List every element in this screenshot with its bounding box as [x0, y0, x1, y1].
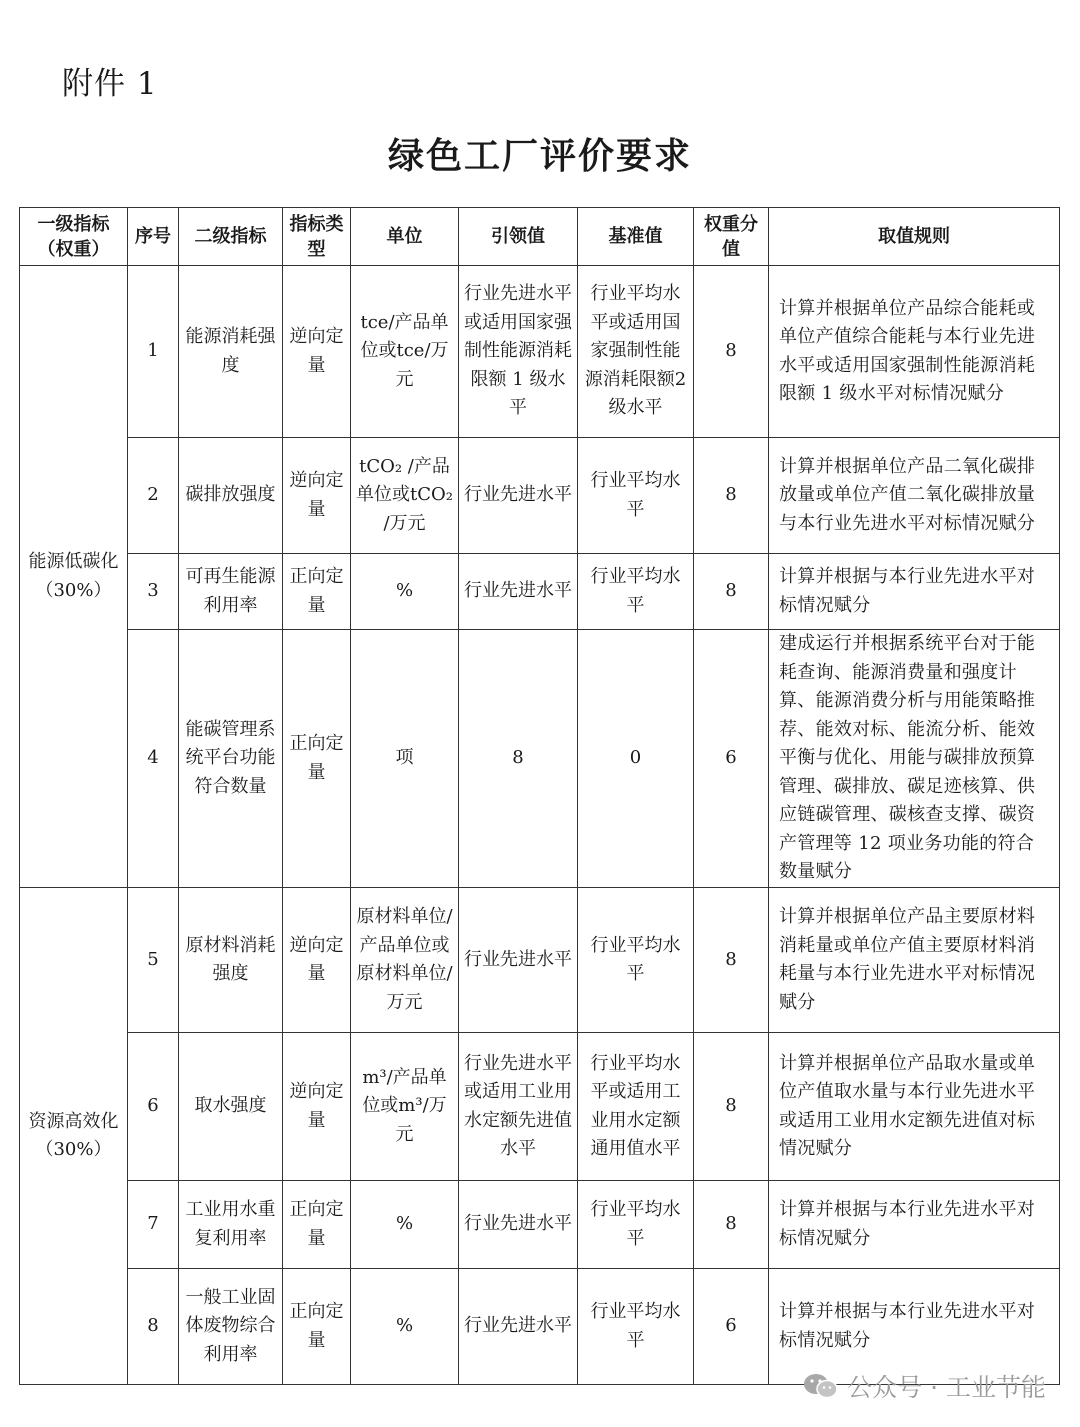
unit-cell: % [351, 554, 459, 630]
seq-cell: 7 [128, 1181, 179, 1269]
seq-cell: 2 [128, 438, 179, 554]
seq-cell: 1 [128, 266, 179, 438]
header-type: 指标类型 [283, 208, 351, 266]
header-lead: 引领值 [459, 208, 578, 266]
header-unit: 单位 [351, 208, 459, 266]
weight-cell: 8 [694, 1181, 769, 1269]
type-cell: 逆向定量 [283, 266, 351, 438]
watermark [803, 1368, 1046, 1404]
table-row [20, 1181, 1060, 1269]
rule-cell: 计算并根据与本行业先进水平对标情况赋分 [769, 1181, 1060, 1269]
lead-cell: 行业先进水平或适用国家强制性能源消耗限额 1 级水平 [459, 266, 578, 438]
base-cell: 行业平均水平 [578, 554, 694, 630]
indicator-cell: 原材料消耗强度 [179, 888, 283, 1033]
evaluation-table [19, 207, 1060, 1385]
table-row [20, 554, 1060, 630]
table-row [20, 1033, 1060, 1181]
table-row [20, 630, 1060, 888]
unit-cell: tCO₂ /产品单位或tCO₂ /万元 [351, 438, 459, 554]
group-cell: 能源低碳化（30%） [20, 266, 128, 888]
group-cell: 资源高效化（30%） [20, 888, 128, 1385]
base-cell: 行业平均水平 [578, 888, 694, 1033]
type-cell: 逆向定量 [283, 438, 351, 554]
base-cell: 行业平均水平 [578, 438, 694, 554]
table-header-row [20, 208, 1060, 266]
base-cell: 0 [578, 630, 694, 888]
lead-cell: 行业先进水平 [459, 554, 578, 630]
type-cell: 正向定量 [283, 554, 351, 630]
lead-cell: 行业先进水平 [459, 438, 578, 554]
indicator-cell: 工业用水重复利用率 [179, 1181, 283, 1269]
weight-cell: 6 [694, 1269, 769, 1385]
header-seq: 序号 [128, 208, 179, 266]
weight-cell: 8 [694, 266, 769, 438]
type-cell: 逆向定量 [283, 888, 351, 1033]
unit-cell: % [351, 1181, 459, 1269]
header-weight: 权重分值 [694, 208, 769, 266]
header-level1: 一级指标（权重） [20, 208, 128, 266]
seq-cell: 4 [128, 630, 179, 888]
indicator-cell: 能碳管理系统平台功能符合数量 [179, 630, 283, 888]
indicator-cell: 可再生能源利用率 [179, 554, 283, 630]
unit-cell: tce/产品单位或tce/万元 [351, 266, 459, 438]
indicator-cell: 一般工业固体废物综合利用率 [179, 1269, 283, 1385]
table-row [20, 888, 1060, 1033]
seq-cell: 8 [128, 1269, 179, 1385]
lead-cell: 行业先进水平或适用工业用水定额先进值水平 [459, 1033, 578, 1181]
wechat-icon [803, 1372, 839, 1400]
base-cell: 行业平均水平或适用国家强制性能源消耗限额2级水平 [578, 266, 694, 438]
type-cell: 正向定量 [283, 1181, 351, 1269]
table-row [20, 438, 1060, 554]
header-base: 基准值 [578, 208, 694, 266]
unit-cell: m³/产品单位或m³/万元 [351, 1033, 459, 1181]
type-cell: 正向定量 [283, 630, 351, 888]
rule-cell: 计算并根据单位产品取水量或单位产值取水量与本行业先进水平或适用工业用水定额先进值对标情况赋分 [769, 1033, 1060, 1181]
weight-cell: 8 [694, 554, 769, 630]
weight-cell: 8 [694, 888, 769, 1033]
indicator-cell: 取水强度 [179, 1033, 283, 1181]
rule-cell: 计算并根据单位产品二氧化碳排放量或单位产值二氧化碳排放量与本行业先进水平对标情况赋分 [769, 438, 1060, 554]
header-level2: 二级指标 [179, 208, 283, 266]
watermark-text: 公众号 · 工业节能 [847, 1373, 1046, 1402]
weight-cell: 8 [694, 438, 769, 554]
unit-cell: 项 [351, 630, 459, 888]
seq-cell: 3 [128, 554, 179, 630]
unit-cell: % [351, 1269, 459, 1385]
indicator-cell: 能源消耗强度 [179, 266, 283, 438]
attachment-label: 附件 1 [62, 66, 158, 102]
rule-cell: 计算并根据单位产品综合能耗或单位产值综合能耗与本行业先进水平或适用国家强制性能源消耗限额 1 级水平对标情况赋分 [769, 266, 1060, 438]
table-row [20, 266, 1060, 438]
rule-cell: 计算并根据与本行业先进水平对标情况赋分 [769, 1269, 1060, 1385]
lead-cell: 行业先进水平 [459, 1269, 578, 1385]
type-cell: 逆向定量 [283, 1033, 351, 1181]
page-title: 绿色工厂评价要求 [387, 136, 692, 177]
unit-cell: 原材料单位/产品单位或原材料单位/万元 [351, 888, 459, 1033]
rule-cell: 计算并根据单位产品主要原材料消耗量或单位产值主要原材料消耗量与本行业先进水平对标情况赋分 [769, 888, 1060, 1033]
weight-cell: 8 [694, 1033, 769, 1181]
lead-cell: 行业先进水平 [459, 888, 578, 1033]
rule-cell: 建成运行并根据系统平台对于能耗查询、能源消费量和强度计算、能源消费分析与用能策略推荐、能效对标、能流分析、能效平衡与优化、用能与碳排放预算管理、碳排放、碳足迹核算、供应链碳管理、碳核查支撑、碳资产管理等 12 项业务功能的符合数量赋分 [769, 630, 1060, 888]
header-rule: 取值规则 [769, 208, 1060, 266]
base-cell: 行业平均水平或适用工业用水定额通用值水平 [578, 1033, 694, 1181]
lead-cell: 8 [459, 630, 578, 888]
seq-cell: 5 [128, 888, 179, 1033]
base-cell: 行业平均水平 [578, 1269, 694, 1385]
seq-cell: 6 [128, 1033, 179, 1181]
rule-cell: 计算并根据与本行业先进水平对标情况赋分 [769, 554, 1060, 630]
lead-cell: 行业先进水平 [459, 1181, 578, 1269]
base-cell: 行业平均水平 [578, 1181, 694, 1269]
weight-cell: 6 [694, 630, 769, 888]
type-cell: 正向定量 [283, 1269, 351, 1385]
indicator-cell: 碳排放强度 [179, 438, 283, 554]
